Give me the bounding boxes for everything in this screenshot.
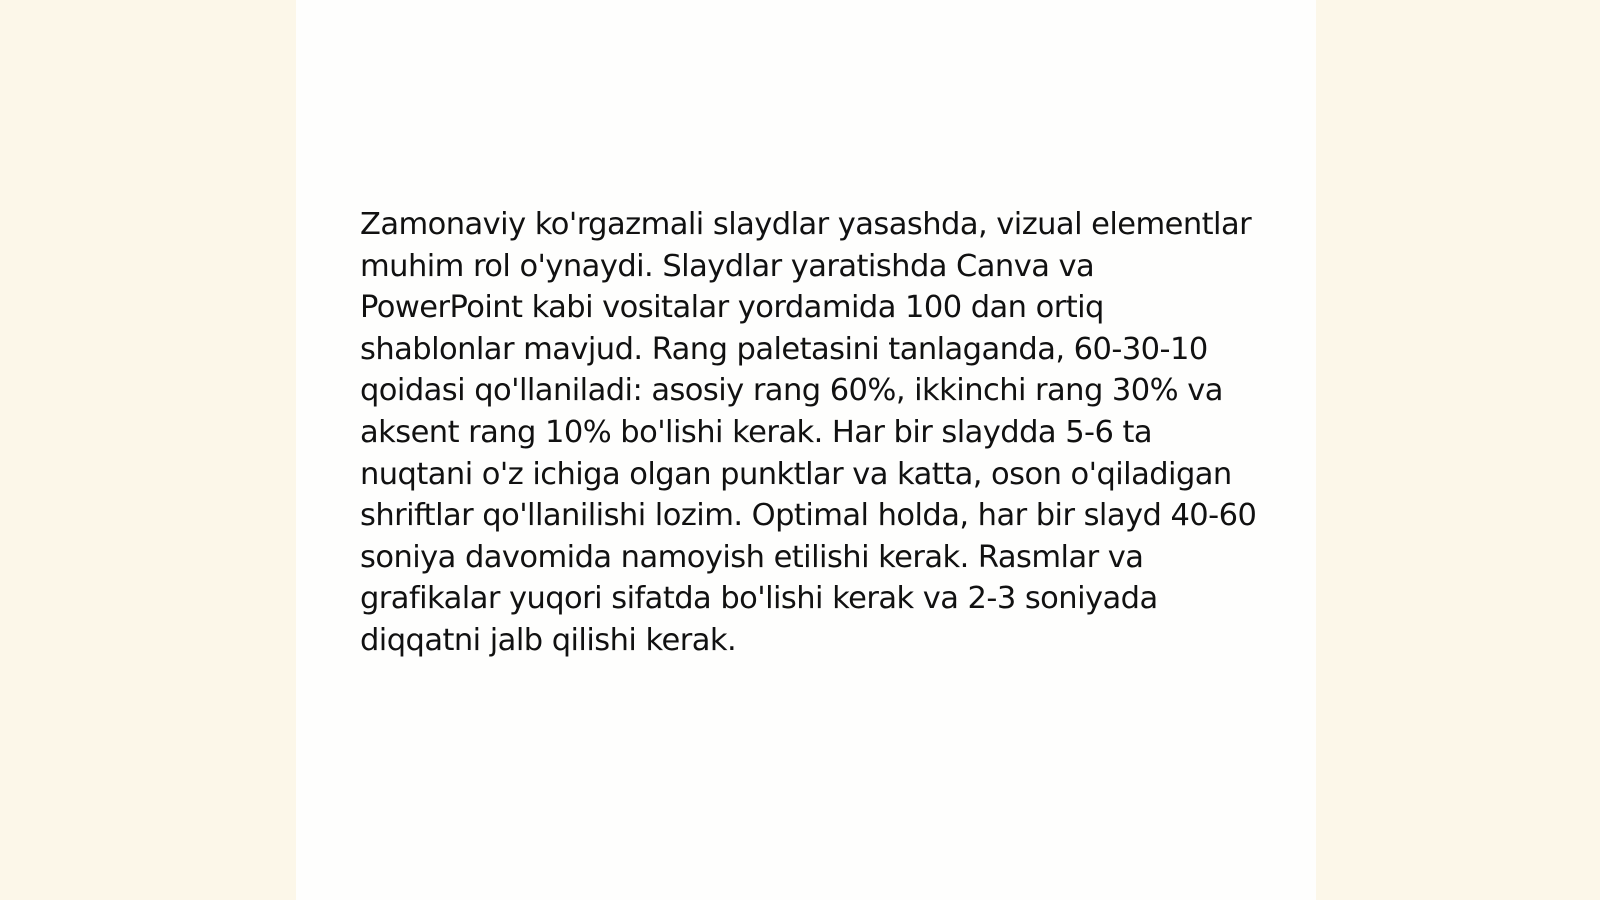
slide-canvas xyxy=(296,0,1316,900)
slide-body-text: Zamonaviy ko'rgazmali slaydlar yasashda, vizual elementlar muhim rol o'ynaydi. Slaydlar yaratishda Canva va PowerPoint kabi vositalar yordamida 100 dan ortiq shablonlar mavjud. Rang paletasini tanlaganda, 60-30-10 qoidasi qo'llaniladi: asosiy rang 60%, ikkinchi rang 30% va aksent rang 10% bo'lishi kerak. Har bir slaydda 5-6 ta nuqtani o'z ichiga olgan punktlar va katta, oson o'qiladigan shriftlar qo'llanilishi lozim. Optimal holda, har bir slayd 40-60 soniya davomida namoyish etilishi kerak. Rasmlar va grafikalar yuqori sifatda bo'lishi kerak va 2-3 soniyada diqqatni jalb qilishi kerak. xyxy=(360,207,1257,658)
